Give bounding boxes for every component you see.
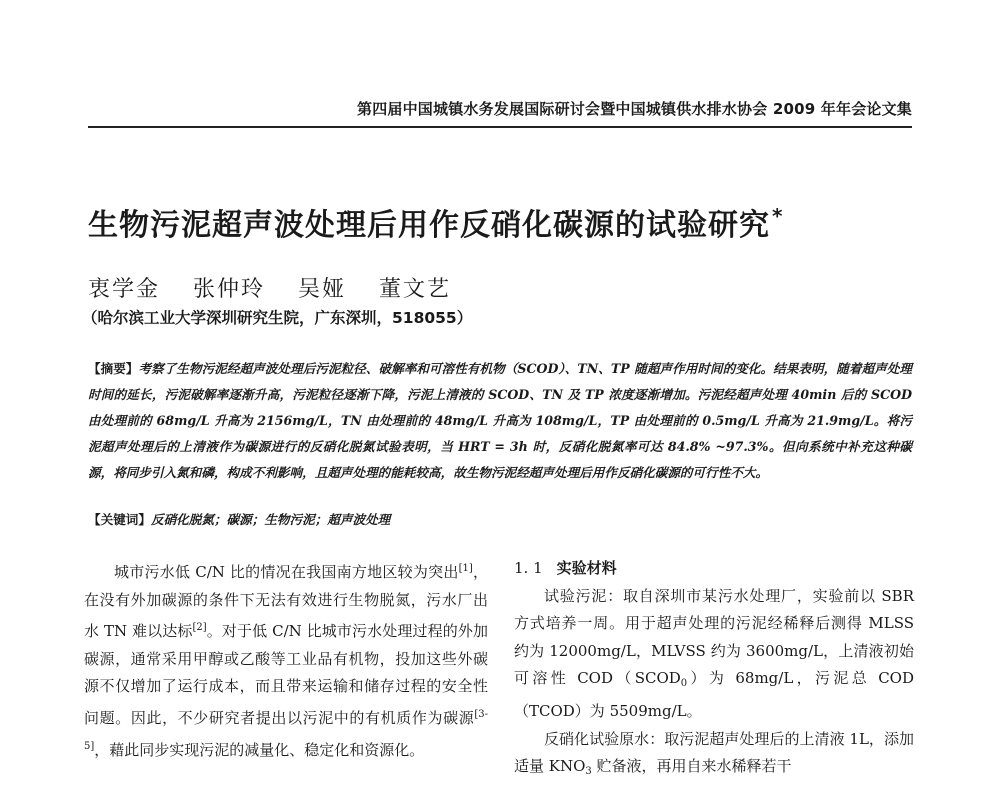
author: 衷学金 [88,277,161,302]
title-footnote-mark: * [772,204,784,228]
citation: [3-5] [84,708,488,752]
keywords-text: 反硝化脱氮；碳源；生物污泥；超声波处理 [150,512,391,527]
body-text: 试验污泥：取自深圳市某污水处理厂，实验前以 SBR 方式培养一周。用于超声处理的污泥经稀释后测得 MLSS 约为 12000mg/L，MLVSS 约为 3600mg/L，上清液初始可溶性 COD（SCOD [514,586,914,688]
body-text: ）为 68mg/L，污泥总 COD（TCOD）为 5509mg/L。 [514,669,915,720]
section-heading [514,555,914,583]
abstract [88,356,912,486]
body-paragraph [514,583,914,726]
body-column-left [84,555,488,760]
subscript: 0 [680,678,688,690]
keywords [88,510,912,530]
body-column-right [514,555,915,778]
header-rule [88,126,912,128]
citation: [2] [192,622,207,634]
body-text: 。对于低 C/N 比城市污水处理过程的外加碳源，通常采用甲醇或乙酸等工业品有机物，投加这些外碳源不仅增加了运行成本，而且带来运输和储存过程的安全性问题。因此，不少研究者提出以污泥中的有机质作为碳源 [84,622,488,727]
abstract-text: 考察了生物污泥经超声波处理后污泥粒径、破解率和可溶性有机物（SCOD）、TN、TP 随超声作用时间的变化。结果表明，随着超声处理时间的延长，污泥破解率逐渐升高，污泥粒径逐渐下降，污泥上清液的 SCOD、TN 及 TP 浓度逐渐增加。污泥经超声处理 40min 后的 SCOD 由处理前的 68mg/L 升高为 2156mg/L，TN 由处理前的 48mg/L 升高为 108mg/L，TP 由处理前的 0.5mg/L 升高为 21.9mg/L。将污泥超声处理后的上清液作为碳源进行的反硝化脱氮试验表明，当 HRT = 3h 时，反硝化脱氮率可达 84.8% ~97.3%。但向系统中补充这种碳源，将同步引入氮和磷，构成不利影响，且超声处理的能耗较高，故生物污泥经超声处理后用作反硝化碳源的可行性不大。 [88,361,912,480]
section-number: 1. 1 [514,559,543,577]
body-text: ，在没有外加碳源的条件下无法有效进行生物脱氮，污水厂出水 TN 难以达标 [84,563,488,641]
body-text: 贮备液，再用自来水稀释若干 [591,757,792,776]
citation: [1] [458,563,473,574]
author: 吴娅 [298,277,347,302]
affiliation: （哈尔滨工业大学深圳研究生院，广东深圳，518055） [82,309,473,327]
author-list [88,272,477,303]
section-title: 实验材料 [556,559,617,577]
author: 张仲玲 [193,277,266,302]
paper-title [88,200,948,244]
author: 董文艺 [379,277,452,302]
subscript: 3 [585,766,592,778]
body-paragraph [514,726,914,786]
body-text: ，藉此同步实现污泥的减量化、稳定化和资源化。 [94,740,425,759]
body-text: 城市污水低 C/N 比的情况在我国南方地区较为突出 [114,563,459,581]
title-text: 生物污泥超声波处理后用作反硝化碳源的试验研究 [88,208,770,243]
abstract-label: 【摘要】 [88,361,139,376]
body-paragraph [84,555,488,764]
running-header: 第四届中国城镇水务发展国际研讨会暨中国城镇供水排水协会 2009 年年会论文集 [357,100,912,118]
body-text: 反硝化试验原水：取污泥超声处理后的上清液 1L，添加适量 KNO [514,729,914,776]
keywords-label: 【关键词】 [88,512,151,527]
